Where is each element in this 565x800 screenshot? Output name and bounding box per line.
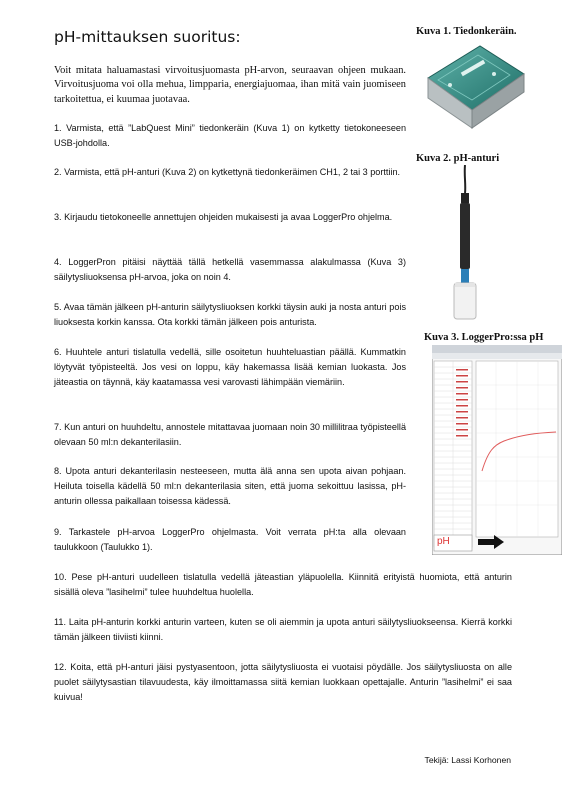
figure-1-caption: Kuva 1. Tiedonkeräin. [416,26,517,37]
step-3: 3. Kirjaudu tietokoneelle annettujen ohjeiden mukaisesti ja avaa LoggerPro ohjelma. [54,212,393,222]
step-10: 10. Pese pH-anturi uudelleen tislatulla vedellä jäteastian yläpuolella. Kiinnitä erityistä huomiota, että anturin sisällä oleva ”lasihelmi” tulee huuhdeltua huolella. [54,572,512,598]
step-9: 9. Tarkastele pH-arvoa LoggerPro ohjelmasta. Voit verrata pH:ta alla olevaan taulukkoon (Taulukko 1). [54,527,406,553]
loggerpro-screenshot [432,345,562,555]
ph-readout-label: pH [437,536,450,547]
step-4: 4. LoggerPron pitäisi näyttää tällä hetkellä vasemmassa alakulmassa (Kuva 3) säilytysliuoksensa pH-arvoa, joka on noin 4. [54,257,406,283]
page-title: pH-mittauksen suoritus: [54,28,241,46]
data-logger-image [420,40,530,135]
author-credit: Tekijä: Lassi Korhonen [424,755,511,765]
step-8: 8. Upota anturi dekanterilasin nesteeseen, mutta älä anna sen upota aivan pohjaan. Heiluta toisella kädellä 50 ml:n dekanterilasia siten, että juoma sekoittuu lasissa, pH-anturin ollessa paikallaan toisessa kädessä. [54,466,406,507]
step-1: 1. Varmista, että ”LabQuest Mini” tiedonkeräin (Kuva 1) on kytketty tietokoneeseen USB-johdolla. [54,123,406,149]
intro-paragraph: Voit mitata haluamastasi virvoitusjuomasta pH-arvon, seuraavan ohjeen mukaan. Virvoitusjuoma voi olla mehua, limpparia, energiajuomaa, ihan mitä vain juomiseen tarkoitettua, ei kuumaa juotavaa. [54,65,406,105]
step-11: 11. Laita pH-anturin korkki anturin varteen, kuten se oli aiemmin ja upota anturi säilytysliuokseensa. Kierrä korkki tämän jälkeen tiiviisti kiinni. [54,617,512,643]
figure-2-caption: Kuva 2. pH-anturi [416,153,500,164]
step-2: 2. Varmista, että pH-anturi (Kuva 2) on kytkettynä tiedonkeräimen CH1, 2 tai 3 porttiin. [54,167,401,177]
step-7: 7. Kun anturi on huuhdeltu, annostele mitattavaa juomaan noin 30 millilitraa työpisteellä olevaan 50 ml:n dekanterilasiin. [54,422,406,448]
step-5: 5. Avaa tämän jälkeen pH-anturin säilytysliuoksen korkki täysin auki ja nosta anturi pois liuoksesta korkin kanssa. Ota korkki tämän jälkeen pois anturista. [54,302,406,328]
ph-sensor-image [440,165,490,325]
step-12: 12. Koita, että pH-anturi jäisi pystyasentoon, jotta säilytysliuosta ei vuotaisi pöydälle. Jos säilytysliuosta on alle puolet säilytysastian tilavuudesta, käy ilmoittamassa siitä kemian luokkaan opettajalle. Anturin ”lasihelmi” ei saa kuivua! [54,662,512,703]
step-6: 6. Huuhtele anturi tislatulla vedellä, sille osoitetun huuhteluastian päällä. Kummatkin löytyvät työpisteeltä. Jos vesi on loppu, käy hakemassa lisää kemian luokasta. Jos jäteastia on täynnä, käy kaatamassa vesi varovasti lähimpään viemäriin. [54,347,406,388]
figure-3-caption: Kuva 3. LoggerPro:ssa pH [424,332,544,343]
